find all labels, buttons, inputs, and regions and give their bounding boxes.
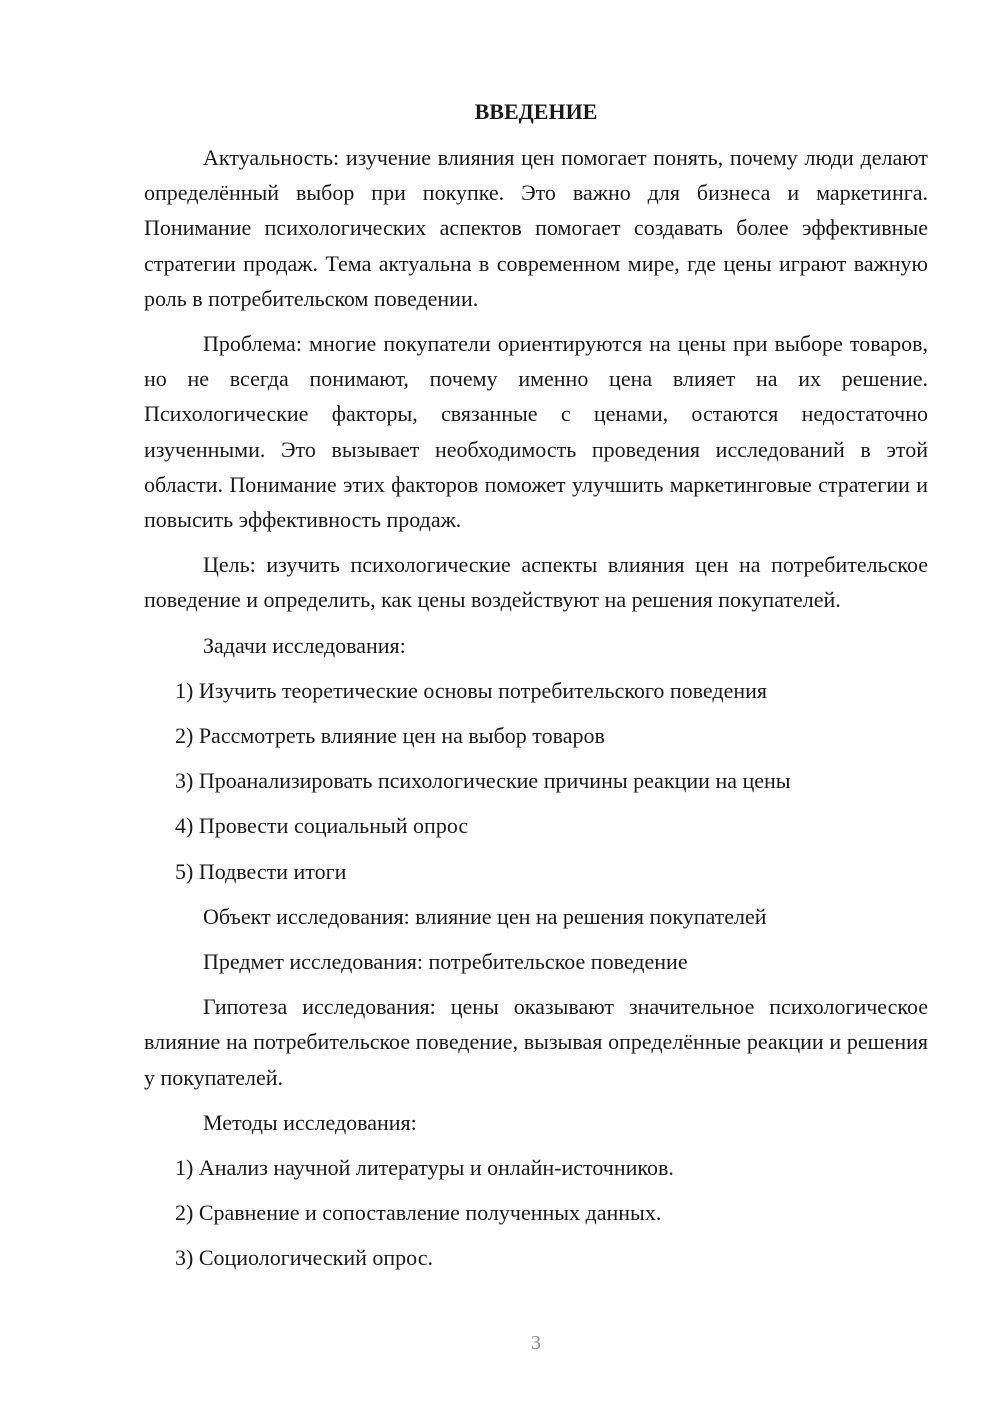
task-item-3: 3) Проанализировать психологические причины реакции на цены bbox=[175, 768, 791, 794]
method-item-2: 2) Сравнение и сопоставление полученных данных. bbox=[175, 1200, 662, 1226]
task-item-5: 5) Подвести итоги bbox=[175, 858, 347, 884]
section-title: ВВЕДЕНИЕ bbox=[474, 99, 598, 124]
research-object: Объект исследования: влияние цен на решения покупателей bbox=[203, 903, 767, 929]
method-item-1: 1) Анализ научной литературы и онлайн-источников. bbox=[175, 1155, 674, 1181]
methods-heading: Методы исследования: bbox=[203, 1109, 417, 1135]
goal-paragraph: Цель: изучить психологические аспекты влияния цен на потребительское поведение и определить, как цены воздействуют на решения покупателей. bbox=[144, 552, 928, 613]
relevance-paragraph: Актуальность: изучение влияния цен помогает понять, почему люди делают определённый выбор при покупке. Это важно для бизнеса и маркетинга. Понимание психологических аспектов помогает создавать более эффективные стратегии продаж. Тема актуальна в современном мире, где цены играют важную роль в потребительском поведении. bbox=[144, 145, 928, 311]
task-item-2: 2) Рассмотреть влияние цен на выбор товаров bbox=[175, 723, 605, 749]
task-item-1: 1) Изучить теоретические основы потребительского поведения bbox=[175, 677, 768, 703]
document-page bbox=[144, 96, 928, 1286]
hypothesis-paragraph: Гипотеза исследования: цены оказывают значительное психологическое влияние на потребительское поведение, вызывая определённые реакции и решения у покупателей. bbox=[144, 994, 928, 1090]
research-subject: Предмет исследования: потребительское поведение bbox=[203, 949, 688, 975]
tasks-heading: Задачи исследования: bbox=[203, 632, 406, 658]
page-number: 3 bbox=[531, 1332, 541, 1354]
problem-paragraph: Проблема: многие покупатели ориентируются на цены при выборе товаров, но не всегда понимают, почему именно цена влияет на их решение. Психологические факторы, связанные с ценами, остаются недостаточно изученными. Это вызывает необходимость проведения исследований в этой области. Понимание этих факторов поможет улучшить маркетинговые стратегии и повысить эффективность продаж. bbox=[144, 331, 928, 533]
method-item-3: 3) Социологический опрос. bbox=[175, 1245, 433, 1271]
task-item-4: 4) Провести социальный опрос bbox=[175, 813, 469, 839]
